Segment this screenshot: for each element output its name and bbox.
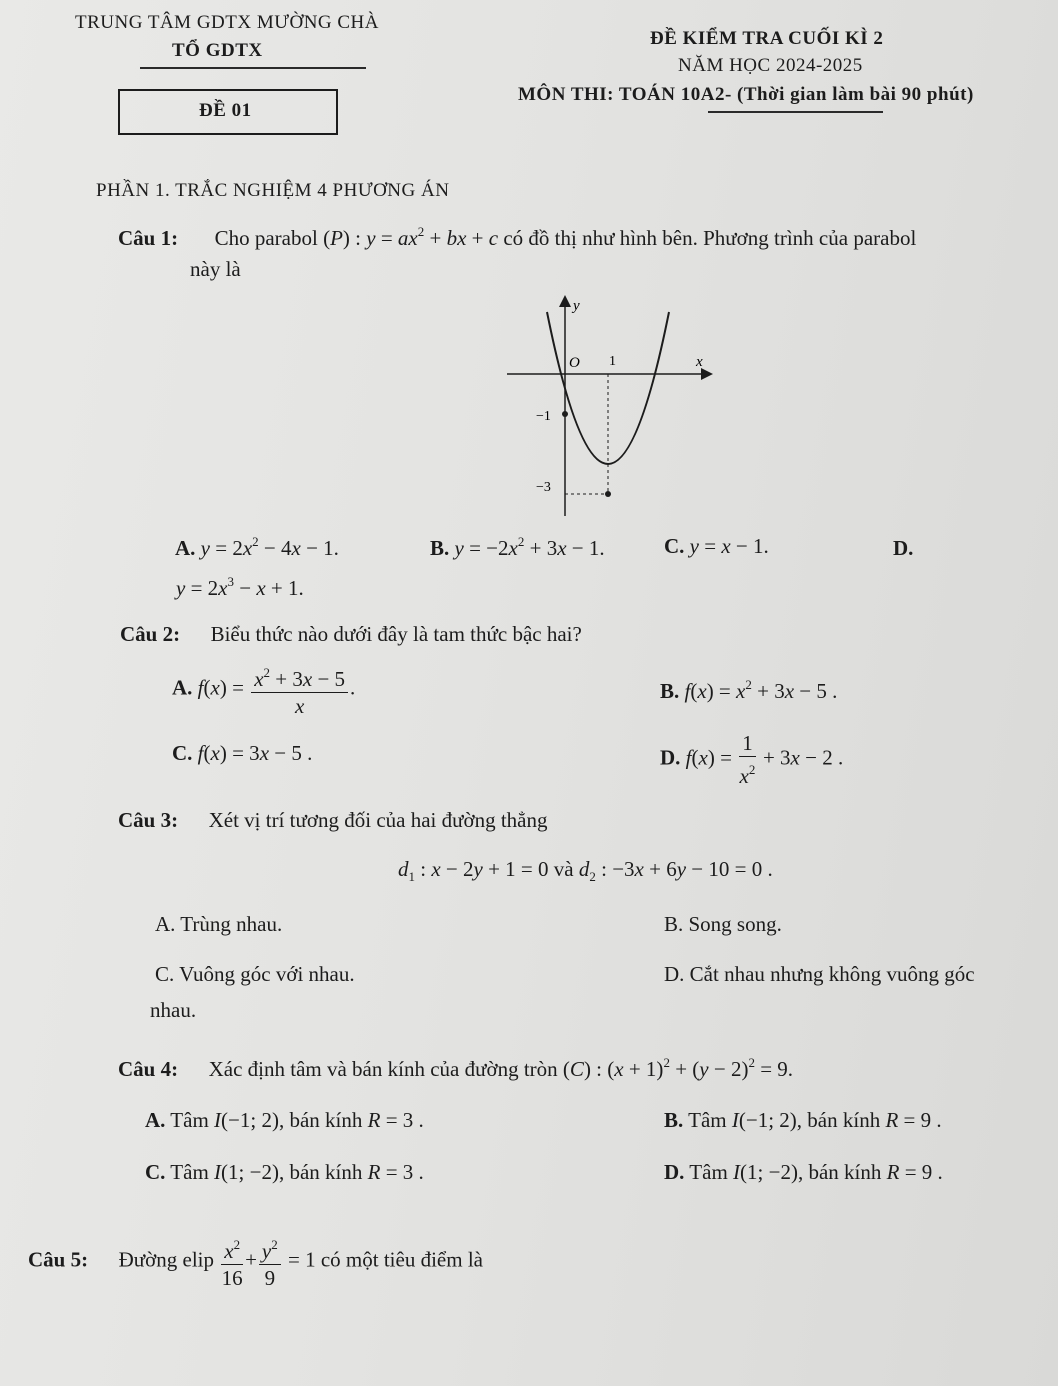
header-underline-right [708, 111, 883, 113]
q4-option-d[interactable]: D. Tâm I(1; −2), bán kính R = 9 . [664, 1160, 943, 1184]
q4-option-b[interactable]: B. Tâm I(−1; 2), bán kính R = 9 . [664, 1108, 942, 1132]
q3-equations: $d_1$ : x − 2y + 1 = 0 và $d_2$ : −3x + 6y − 10 = 0 . [398, 857, 773, 884]
tick-y-minus1: −1 [536, 409, 551, 424]
q1-option-a[interactable]: A. $y = 2x^2 - 4x - 1$. [175, 534, 339, 560]
q2-line [120, 622, 582, 647]
x-axis-label: x [696, 354, 703, 370]
q4-line: Câu 4: Xác định tâm và bán kính của đường tròn (C) : $(x + 1)^2 + (y - 2)^2 = 9$. [118, 1055, 794, 1081]
q1-parabola-graph [502, 290, 717, 520]
q5-label: Câu 5: [28, 1247, 89, 1272]
q5-text-a: Đường elip [118, 1247, 214, 1272]
q2-label: Câu 2: [120, 622, 181, 646]
q1-option-c[interactable]: C. y = x − 1. [664, 534, 769, 558]
q5-line: Câu 5: Đường elip $\frac{x^2}{16}$ + $\frac{y^2}{9}$ = 1 có một tiêu điểm là [28, 1232, 483, 1291]
exam-title: ĐỀ KIỂM TRA CUỐI KÌ 2 [650, 28, 884, 49]
q5-text-b: có một tiêu điểm là [320, 1247, 483, 1272]
q1-line1 [118, 224, 916, 251]
q2-option-c[interactable]: C. f(x) = 3x − 5 . [172, 741, 313, 765]
y-axis-label: y [573, 298, 580, 314]
q3-text: Xét vị trí tương đối của hai đường thẳng [208, 808, 548, 832]
department-name: TỔ GDTX [172, 40, 263, 61]
q1-option-b[interactable]: B. $y = -2x^2 + 3x - 1$. [430, 534, 605, 560]
q2-option-b[interactable]: B. $f(x) = x^2 + 3x - 5$ . [660, 677, 838, 703]
q4-option-c[interactable]: C. Tâm I(1; −2), bán kính R = 3 . [145, 1160, 424, 1184]
q1-parabol-eq: (P) : $y = ax^2$ + bx + c [323, 224, 499, 250]
q1-text-a: Cho parabol [214, 226, 318, 250]
header-underline-left [140, 67, 366, 69]
school-year: NĂM HỌC 2024-2025 [678, 55, 863, 76]
q3-label: Câu 3: [118, 808, 179, 832]
q3-option-b[interactable]: B. Song song. [664, 912, 782, 936]
y-intercept-point [562, 411, 568, 417]
q3-line [118, 808, 548, 833]
q3-connector: và [553, 857, 574, 881]
q4-label: Câu 4: [118, 1057, 179, 1081]
subject-line: MÔN THI: TOÁN 10A2- (Thời gian làm bài 90 phút) [518, 84, 974, 105]
q2-text: Biểu thức nào dưới đây là tam thức bậc hai? [210, 622, 582, 646]
q1-option-d-label[interactable]: D. [893, 536, 914, 560]
vertex-point [605, 491, 611, 497]
section-title: PHẦN 1. TRẮC NGHIỆM 4 PHƯƠNG ÁN [96, 180, 450, 201]
q4-option-a[interactable]: A. Tâm I(−1; 2), bán kính R = 3 . [145, 1108, 424, 1132]
center-name: TRUNG TÂM GDTX MƯỜNG CHÀ [75, 12, 380, 33]
q3-option-a[interactable]: A. Trùng nhau. [155, 912, 283, 936]
q2-option-a[interactable]: A. f(x) = $\frac{x^2 + 3x - 5}{x}$ . [172, 660, 355, 719]
q3-option-d-cont: nhau. [150, 998, 197, 1022]
q1-option-d[interactable]: $y = 2x^3 - x + 1$. [176, 574, 304, 600]
q1-label: Câu 1: [118, 226, 179, 250]
tick-x-1: 1 [609, 354, 616, 369]
origin-label: O [569, 355, 580, 371]
q1-text-c: này là [190, 257, 241, 281]
q4-text: Xác định tâm và bán kính của đường tròn [208, 1057, 558, 1081]
tick-y-minus3: −3 [536, 480, 551, 495]
q3-option-c[interactable]: C. Vuông góc với nhau. [155, 962, 355, 986]
q2-option-d[interactable]: D. f(x) = $\frac{1}{x^2}$ + 3x − 2 . [660, 731, 844, 788]
exam-code: ĐỀ 01 [199, 100, 252, 121]
q1-text-b: có đồ thị như hình bên. Phương trình của parabol [503, 226, 917, 250]
q3-option-d[interactable]: D. Cắt nhau nhưng không vuông góc [664, 962, 975, 986]
